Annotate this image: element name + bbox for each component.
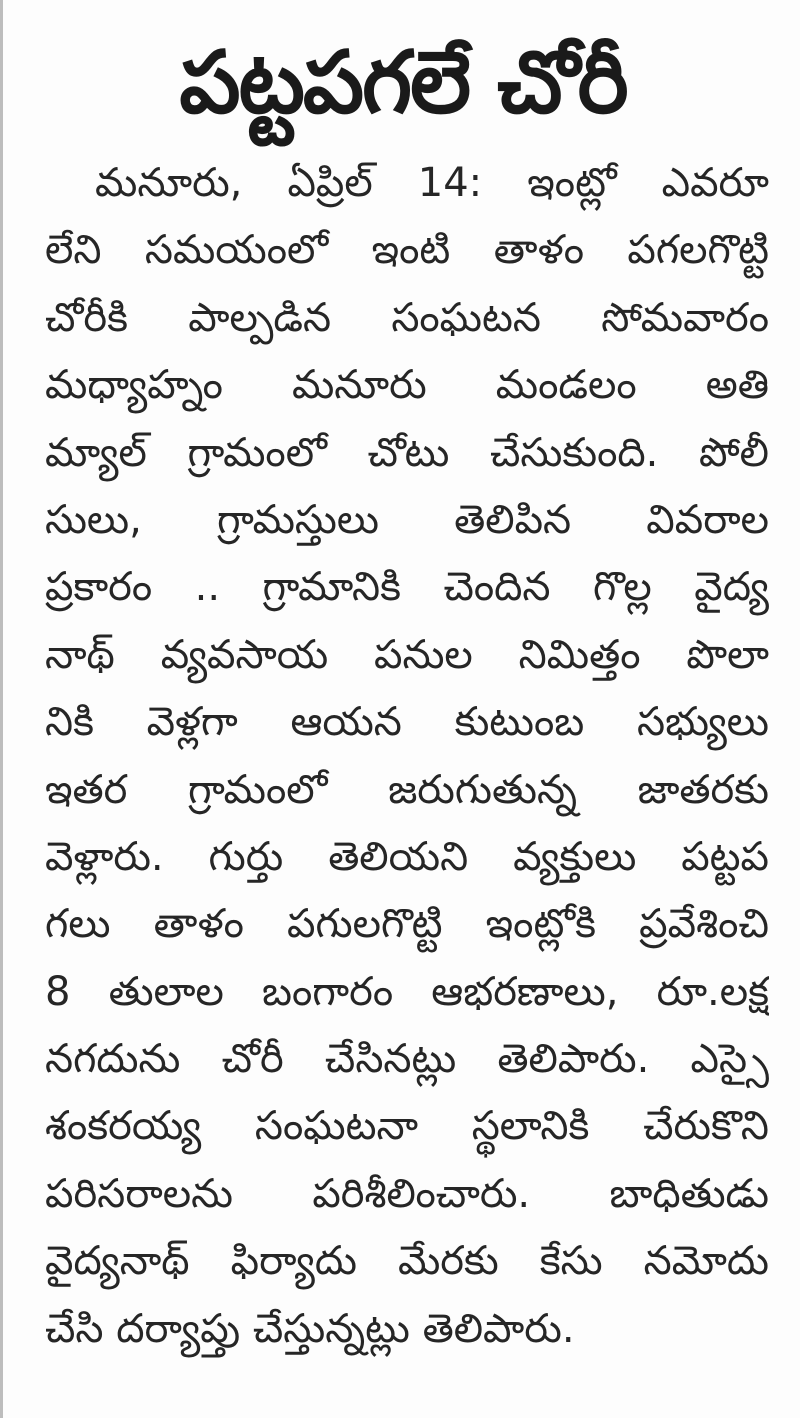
article-line: నగదును చోరీ చేసినట్లు తెలిపారు. ఎస్సై <box>45 1036 769 1083</box>
article-line: పరిసరాలను పరిశీలించారు. బాధితుడు <box>45 1170 769 1217</box>
article-line: సులు, గ్రామస్తులు తెలిపిన వివరాల <box>45 496 769 543</box>
article-line: నాథ్ వ్యవసాయ పనుల నిమిత్తం పొలా <box>45 631 769 678</box>
article-line: ఇతర గ్రామంలో జరుగుతున్న జాతరకు <box>45 766 769 813</box>
article-line: ప్రకారం .. గ్రామానికి చెందిన గొల్ల వైద్య <box>45 564 769 611</box>
article-line: లేని సమయంలో ఇంటి తాళం పగలగొట్టి <box>45 227 769 274</box>
article-body <box>45 150 769 1363</box>
article-line: మనూరు, ఏప్రిల్ 14: ఇంట్లో ఎవరూ <box>95 160 769 206</box>
article-line: వెళ్లారు. గుర్తు తెలియని వ్యక్తులు పట్టప <box>45 833 769 880</box>
article-line: చోరీకి పాల్పడిన సంఘటన సోమవారం <box>45 294 769 341</box>
article-line: నికి వెళ్లగా ఆయన కుటుంబ సభ్యులు <box>45 699 769 746</box>
article-line: శంకరయ్య సంఘటనా స్థలానికి చేరుకొని <box>45 1103 769 1150</box>
article-line: 8 తులాల బంగారం ఆభరణాలు, రూ.లక్ష <box>45 968 769 1015</box>
article-line: వైద్యనాథ్ ఫిర్యాదు మేరకు కేసు నమోదు <box>45 1238 769 1285</box>
article-line: మ్యాల్ గ్రామంలో చోటు చేసుకుంది. పోలీ <box>45 429 769 476</box>
article-line: గలు తాళం పగులగొట్టి ఇంట్లోకి ప్రవేశించి <box>45 901 769 948</box>
article-line: చేసి దర్యాప్తు చేస్తున్నట్లు తెలిపారు. <box>45 1305 575 1352</box>
article-line: మధ్యాహ్నం మనూరు మండలం అతి <box>45 362 769 409</box>
headline: పట్టపగలే చోరీ <box>179 33 627 133</box>
